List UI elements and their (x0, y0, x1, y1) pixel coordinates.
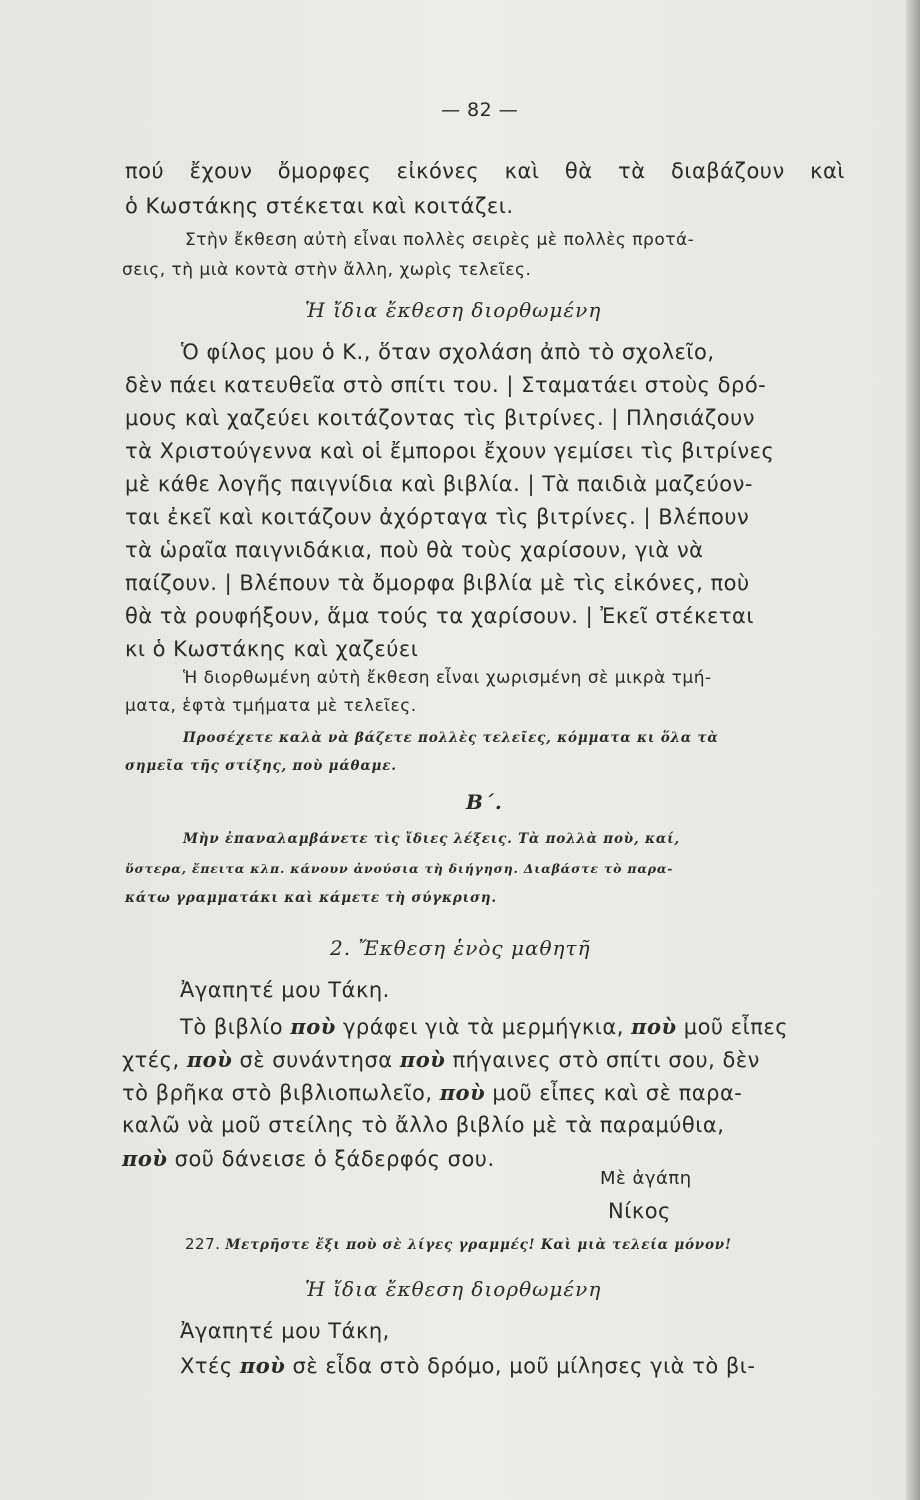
corrected-line-7: τὰ ὡραῖα παιγνιδάκια, ποὺ θὰ τοὺς χαρίσουν, γιὰ νὰ (125, 538, 704, 562)
heading-student-essay: 2. Ἔκθεση ἑνὸς μαθητῆ (330, 936, 591, 960)
page-edge (906, 0, 920, 1500)
instruction1-line-2: σημεῖα τῆς στίξης, ποὺ μάθαμε. (125, 758, 397, 774)
letter2-line-1: Χτές ποὺ σὲ εἶδα στὸ δρόμο, μοῦ μίλησες γιὰ τὸ βι- (180, 1353, 756, 1378)
corrected-line-4: τὰ Χριστούγεννα καὶ οἱ ἔμποροι ἔχουν γεμίσει τὶς βιτρίνες (125, 439, 775, 463)
page-number: — 82 — (441, 99, 519, 121)
letter1-line-4: καλῶ νὰ μοῦ στείλης τὸ ἄλλο βιβλίο μὲ τὰ παραμύθια, (122, 1113, 725, 1137)
heading-corrected-2: Ἡ ἴδια ἔκθεση διορθωμένη (305, 1277, 602, 1301)
exercise-227: 227. Μετρῆστε ἔξι ποὺ σὲ λίγες γραμμές! Καὶ μιὰ τελεία μόνον! (185, 1235, 732, 1253)
corrected-line-2: δὲν πάει κατευθεῖα στὸ σπίτι του. | Σταματάει στοὺς δρό- (125, 373, 767, 397)
exercise-number: 227. (185, 1235, 221, 1253)
corrected-line-3: μους καὶ χαζεύει κοιτάζοντας τὶς βιτρίνες. | Πλησιάζουν (125, 406, 755, 430)
letter1-greeting: Ἀγαπητέ μου Τάκη. (180, 978, 390, 1002)
letter1-line-5: ποὺ σοῦ δάνεισε ὁ ξάδερφός σου. (122, 1146, 495, 1171)
corrected-line-6: ται ἐκεῖ καὶ κοιτάζουν ἀχόρταγα τὶς βιτρίνες. | Βλέπουν (125, 505, 750, 529)
letter1-signature: Νίκος (608, 1199, 671, 1223)
corrected-line-1: Ὁ φίλος μου ὁ Κ., ὅταν σχολάση ἀπὸ τὸ σχολεῖο, (181, 340, 715, 364)
intro-line-1: πού ἔχουν ὄμορφες εἰκόνες καὶ θὰ τὰ διαβάζουν καὶ (125, 159, 845, 183)
corrected-line-5: μὲ κάθε λογῆς παιγνίδια καὶ βιβλία. | Τὰ παιδιὰ μαζεύον- (125, 472, 753, 496)
corrected-line-8: παίζουν. | Βλέπουν τὰ ὄμορφα βιβλία μὲ τὶς εἰκόνες, ποὺ (125, 571, 750, 595)
letter2-greeting: Ἀγαπητέ μου Τάκη, (180, 1319, 390, 1343)
instruction2-line-1: Μὴν ἐπαναλαμβάνετε τὶς ἴδιες λέξεις. Τὰ πολλὰ ποὺ, καί, (183, 831, 680, 847)
letter1-line-1: Τὸ βιβλίο ποὺ γράφει γιὰ τὰ μερμήγκια, ποὺ μοῦ εἶπες (180, 1014, 789, 1039)
letter1-line-3: τὸ βρῆκα στὸ βιβλιοπωλεῖο, ποὺ μοῦ εἶπες καὶ σὲ παρα- (122, 1080, 743, 1105)
instruction2-line-2: ὕστερα, ἔπειτα κλπ. κάνουν ἀνούσια τὴ διήγηση. Διαβάστε τὸ παρα- (125, 861, 674, 876)
note2-line-2: ματα, ἑφτὰ τμήματα μὲ τελεῖες. (125, 696, 417, 716)
instruction1-line-1: Προσέχετε καλὰ νὰ βάζετε πολλὲς τελεῖες, κόμματα κι ὅλα τὰ (183, 730, 719, 746)
corrected-line-10: κι ὁ Κωστάκης καὶ χαζεύει (125, 637, 419, 661)
corrected-line-9: θὰ τὰ ρουφήξουν, ἅμα τούς τα χαρίσουν. | Ἐκεῖ στέκεται (125, 604, 754, 628)
instruction2-line-3: κάτω γραμματάκι καὶ κάμετε τὴ σύγκριση. (125, 890, 497, 906)
note1-line-2: σεις, τὴ μιὰ κοντὰ στὴν ἄλλη, χωρὶς τελεῖες. (122, 260, 532, 280)
section-b-heading: Β΄. (466, 790, 503, 814)
note1-line-1: Στὴν ἔκθεση αὐτὴ εἶναι πολλὲς σειρὲς μὲ πολλὲς προτά- (185, 230, 695, 250)
note2-line-1: Ἡ διορθωμένη αὐτὴ ἔκθεση εἶναι χωρισμένη σὲ μικρὰ τμή- (183, 668, 712, 688)
letter1-line-2: χτές, ποὺ σὲ συνάντησα ποὺ πήγαινες στὸ σπίτι σου, δὲν (122, 1047, 760, 1072)
intro-line-2: ὁ Κωστάκης στέκεται καὶ κοιτάζει. (125, 194, 514, 218)
heading-corrected-1: Ἡ ἴδια ἔκθεση διορθωμένη (305, 298, 602, 322)
letter1-closing: Μὲ ἀγάπη (600, 1168, 692, 1189)
